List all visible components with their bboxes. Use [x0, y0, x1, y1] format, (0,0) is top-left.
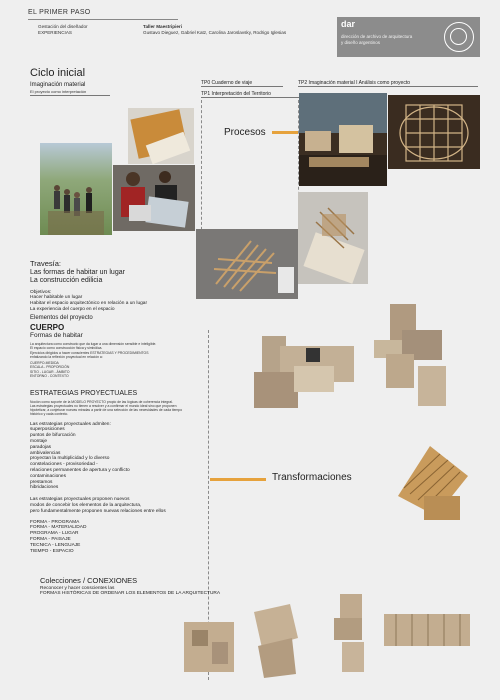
proponen-para	[30, 497, 205, 514]
colecciones-title: Colecciones / CONEXIONES	[40, 576, 138, 585]
model-photo-5	[178, 612, 240, 682]
accent-bar	[210, 478, 266, 481]
objetivo-item: Hacer habitable un lugar	[30, 295, 83, 301]
header-credits	[143, 24, 286, 36]
formas-title: Formas de habitar	[30, 332, 83, 340]
elementos-list	[30, 361, 156, 378]
objetivos-label: Objetivos:	[30, 289, 52, 295]
para-line: Las estrategias proyectuales proponen nuevos	[30, 497, 130, 503]
admiten-list	[30, 427, 205, 491]
elementos-para	[30, 342, 156, 359]
divider	[201, 86, 283, 87]
list-item: FORMA - PROGRAMA	[30, 519, 80, 525]
section-title-ciclo: Ciclo inicial	[30, 67, 86, 79]
para-line: hipotetizar, a conjeturar nuevas miradas a partir de una selección de las necesidades de cada tiempo	[30, 408, 183, 413]
list-item: relaciones permanentes de apertura y conflicto	[30, 468, 130, 474]
guide-line	[201, 100, 202, 235]
estrategias-title: ESTRATEGIAS PROYECTUALES	[30, 390, 138, 397]
model-8	[378, 604, 476, 656]
colecciones-block	[40, 577, 220, 597]
para-line: enfatizando la reflexión proyectual en relación a:	[30, 354, 103, 359]
list-item: CUERPO-MEDIDA	[30, 361, 59, 366]
tp0-label: TP0 Cuaderno de viaje	[201, 80, 253, 86]
logo-text	[341, 34, 441, 45]
model-3	[370, 296, 452, 414]
procesos-title: Procesos	[224, 127, 266, 138]
logo-mark: dar	[341, 19, 356, 29]
model-2	[246, 326, 358, 418]
list-item: contaminaciones	[30, 473, 66, 479]
travel-photo-group	[40, 143, 112, 235]
list-item: ambivalencias	[30, 450, 61, 456]
list-item: FORMA - PAISAJE	[30, 537, 71, 543]
people-figures	[40, 143, 112, 235]
exhibit-photo	[299, 93, 387, 186]
travesia-line: La construcción edilicia	[30, 277, 103, 284]
para-line: Ejercicios dirigidos a hacer conscientes ESTRATEGIAS Y PROCEDIMIENTOS	[30, 350, 149, 355]
model-1	[298, 192, 368, 284]
para-line: La arquitectura como constructo que da lugar a una dimensión sensible e inteligible.	[30, 341, 157, 346]
model-photo-8	[378, 604, 476, 656]
notebook-photo	[128, 108, 194, 164]
exhibit-scene	[299, 93, 387, 186]
seal-icon	[444, 22, 474, 52]
list-item: TIEMPO - ESPACIO	[30, 548, 74, 554]
model-photo-7	[330, 588, 370, 680]
workshop-name: Taller Maestripieri	[143, 24, 182, 29]
list-item: PROGRAMA - LUGAR	[30, 531, 79, 537]
list-item: puntos de bifurcación	[30, 433, 76, 439]
accent-bar	[272, 131, 298, 134]
section-caption: El proyecto como interpretación	[30, 89, 87, 94]
para-line: El espacio como construcción física y simbólica.	[30, 346, 103, 351]
list-item: prestamos	[30, 479, 53, 485]
logo-text-line: y diseño argentinos	[341, 39, 381, 45]
model-photo-6	[248, 598, 302, 682]
list-item: SITIO - LUGAR - ÁMBITO	[30, 369, 70, 374]
para-line: Las estrategias proyectuales no tienen a resolver y a confirmar el mundo ideal sino que proponen	[30, 403, 177, 408]
model-photo-3	[370, 296, 452, 414]
section-subtitle: Imaginación material	[30, 82, 86, 88]
tp1-label: TP1 Interpretación del Territorio	[201, 91, 271, 97]
list-item: FORMA - MATERIALIDAD	[30, 525, 87, 531]
divider	[298, 86, 478, 87]
para-line: pero fundamentalmente proponen nuevas relaciones entre ellos	[30, 508, 166, 514]
list-item: ESCALA - PROPORCIÓN	[30, 365, 70, 370]
students-photo	[113, 165, 195, 231]
notebook-drawing	[128, 108, 194, 164]
tp2-label: TP2 Imaginación material I Análisis como proyecto	[298, 80, 410, 86]
tower-model-photo	[388, 95, 480, 169]
tower-model	[388, 95, 480, 169]
wood-model	[196, 229, 298, 299]
pairs-list	[30, 520, 205, 555]
model-7	[330, 588, 370, 680]
model-6	[248, 598, 302, 682]
divider	[30, 95, 110, 96]
model-4	[390, 436, 472, 528]
travesia-line: Las formas de habitar un lugar	[30, 268, 125, 276]
list-item: proyectan la multiplicidad y lo diverso	[30, 456, 110, 462]
model-photo-4	[390, 436, 472, 528]
elementos-title: Elementos del proyecto	[30, 314, 93, 321]
estrategias-para	[30, 400, 205, 417]
divider	[201, 97, 299, 98]
list-item: ENTORNO - CONTEXTO	[30, 374, 69, 379]
logo-text-line: dirección de archivo de arquitectura	[341, 34, 413, 39]
colecciones-line: Reconocer y hacer conscientes las	[40, 585, 115, 591]
para-line: Noción como soporte de la MODELO PROYECTO propio de las lógicas de coherencia integral.	[30, 399, 173, 404]
list-item: superposiciones	[30, 427, 65, 433]
transformaciones-title: Transformaciones	[272, 472, 352, 483]
admiten-label: Las estrategias proyectuales admiten:	[30, 421, 111, 427]
list-item: TECNICA - LENGUAJE	[30, 542, 81, 548]
travesia-block	[30, 260, 156, 378]
authors: Gustavo Dieguez, Gabriel Katz, Carolina Jaroslavsky, Rodrigo Iglesias	[143, 30, 287, 35]
objetivo-item: Habitar el espacio arquitectónico en relación a un lugar	[30, 301, 148, 307]
list-item: constelaciones - provisoriedad -	[30, 462, 98, 468]
subtitle-line: Gestación del diseñador	[38, 24, 88, 29]
objetivo-item: La experiencia del cuerpo en el espacio	[30, 306, 115, 312]
list-item: hibridaciones	[30, 485, 59, 491]
para-line: histórico y cada contexto.	[30, 412, 69, 417]
para-line: modos de concebir los elementos de la arquitectura,	[30, 503, 142, 509]
institution-logo	[337, 17, 480, 57]
colecciones-line: FORMAS HISTÓRICAS DE ORDENAR LOS ELEMENTOS DE LA ARQUITECTURA	[40, 591, 221, 597]
model-photo-2	[246, 326, 358, 418]
cuerpo-title: CUERPO	[30, 323, 65, 333]
poster-title: EL PRIMER PASO	[28, 9, 91, 16]
students-figures	[113, 165, 195, 231]
model-5	[178, 612, 240, 682]
model-photo-1	[298, 192, 368, 284]
travesia-title: Travesía:	[30, 259, 61, 268]
header-subtitle	[38, 24, 88, 36]
wood-model-photo	[196, 229, 298, 299]
subtitle-line: EXPERIENCIAS	[38, 30, 72, 35]
list-item: paradojas	[30, 444, 52, 450]
estrategias-block	[30, 390, 205, 554]
list-item: montaje	[30, 439, 48, 445]
header-rule	[28, 19, 178, 20]
